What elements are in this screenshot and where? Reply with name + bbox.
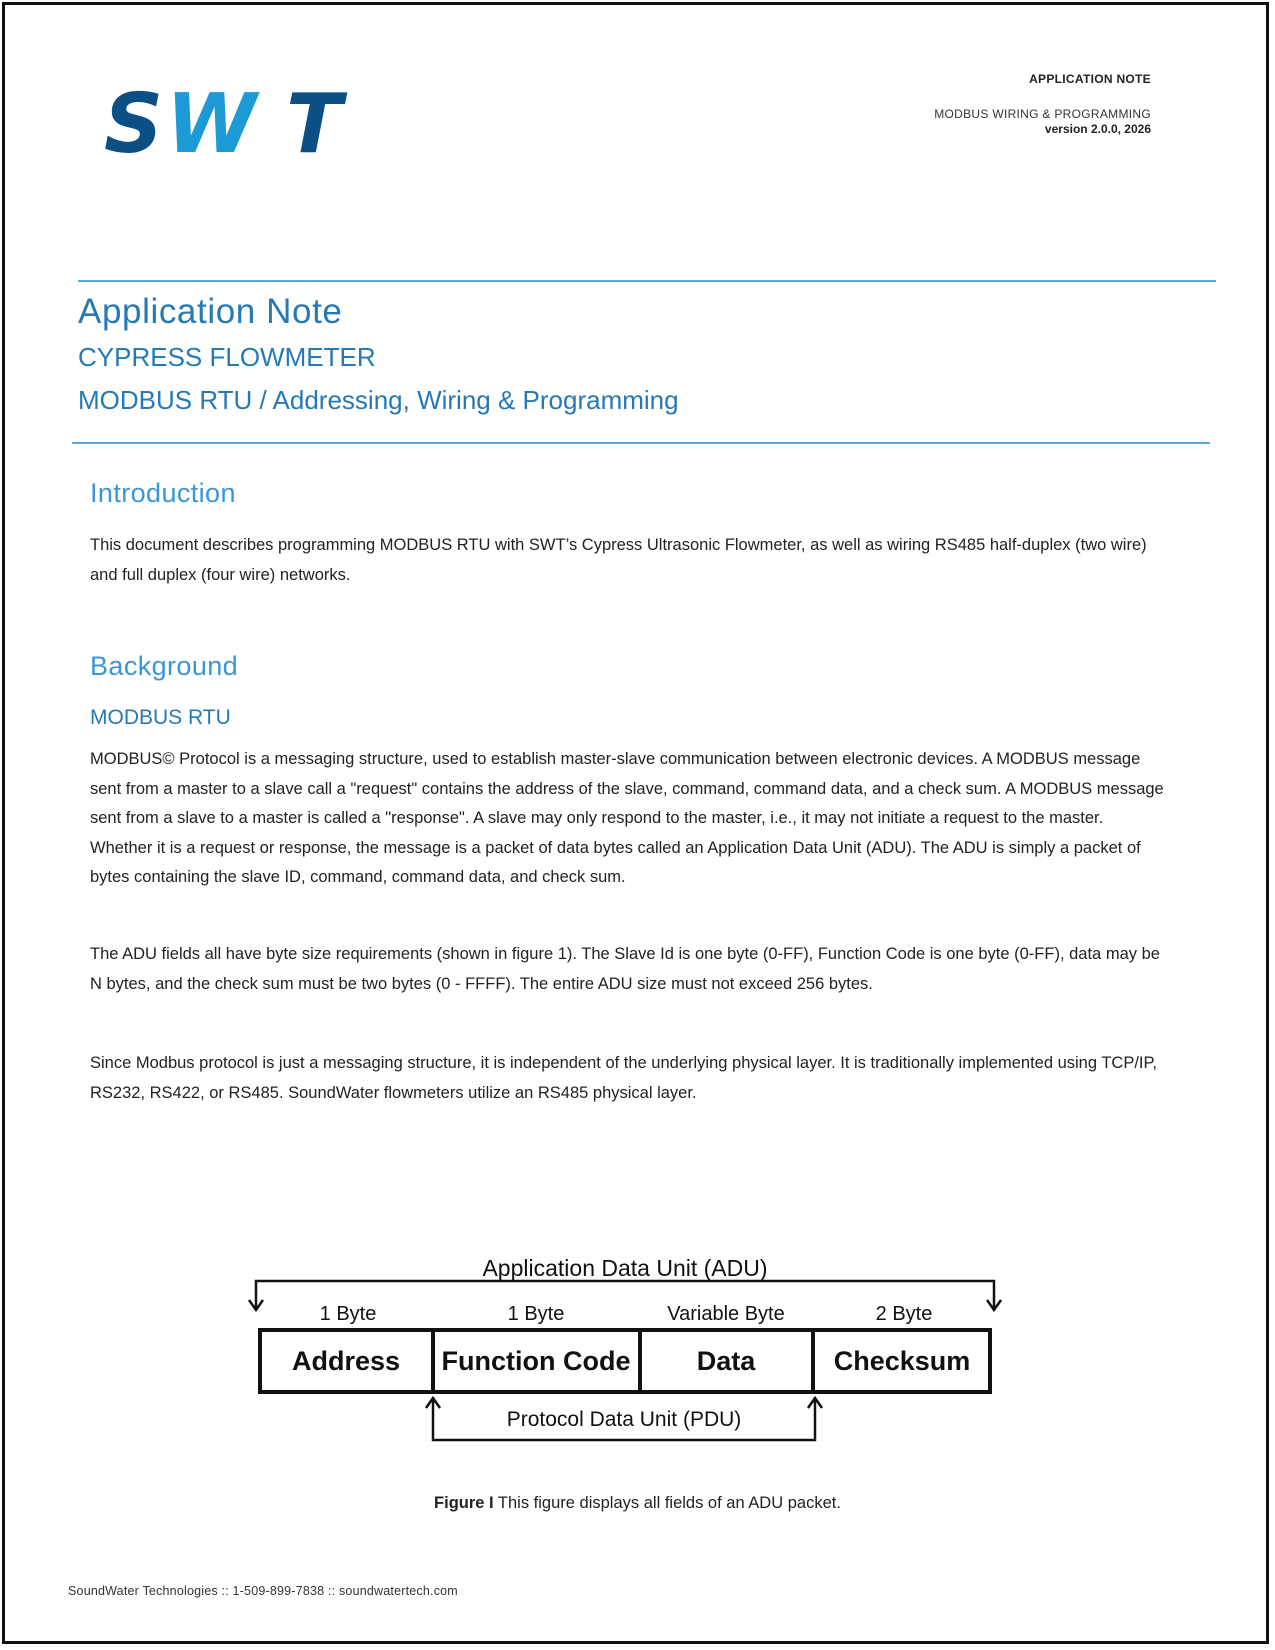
- title-bottom-rule: [72, 442, 1210, 444]
- adu-diagram: [240, 1240, 1010, 1460]
- title-block: [78, 290, 679, 417]
- field-size-checksum: 2 Byte: [875, 1303, 933, 1325]
- introduction-heading: Introduction: [90, 478, 236, 508]
- logo-text-t: T: [286, 88, 342, 158]
- logo-text-s: S: [104, 88, 160, 158]
- background-paragraph-1: MODBUS© Protocol is a messaging structure, used to establish master-slave communication between electronic devices. A MODBUS message sent from a master to a slave call a "request" contains the address of the slave, command, command data, and a check sum. A MODBUS message sent from a slave to a master is called a "response". A slave may only respond to the master, i.e., it may not initiate a request to the master. Whether it is a request or response, the message is a packet of data bytes called an Application Data Unit (ADU). The ADU is simply a packet of bytes containing the slave ID, command, command data, and check sum.: [90, 750, 1164, 886]
- header-version: version 2.0.0, 2026: [1044, 122, 1151, 136]
- product-title: CYPRESS FLOWMETER: [78, 342, 376, 372]
- introduction-paragraph: This document describes programming MODBUS RTU with SWT’s Cypress Ultrasonic Flowmeter, as well as wiring RS485 half-duplex (two wire) and full duplex (four wire) networks.: [90, 536, 1147, 584]
- title-top-rule: [78, 280, 1216, 282]
- figure-caption-text: This figure displays all fields of an ADU packet.: [493, 1494, 841, 1512]
- field-checksum: Checksum: [833, 1346, 971, 1376]
- page-footer: SoundWater Technologies :: 1-509-899-7838 :: soundwatertech.com: [68, 1584, 458, 1598]
- field-size-function-code: 1 Byte: [507, 1303, 565, 1325]
- document-header: [934, 72, 1151, 136]
- figure-caption: [0, 1494, 1275, 1513]
- header-label: APPLICATION NOTE: [1029, 72, 1151, 86]
- field-address: Address: [291, 1346, 401, 1376]
- logo-text-w: W: [166, 88, 251, 158]
- adu-label: Application Data Unit (ADU): [482, 1255, 768, 1281]
- pdu-label: Protocol Data Unit (PDU): [506, 1408, 742, 1431]
- background-paragraph-2: The ADU fields all have byte size requirements (shown in figure 1). The Slave Id is one byte (0-FF), Function Code is one byte (0-FF), data may be N bytes, and the check sum must be two bytes (0 - FFFF). The entire ADU size must not exceed 256 bytes.: [90, 945, 1160, 993]
- figure-caption-label: Figure I: [434, 1494, 494, 1512]
- modbus-rtu-subheading: MODBUS RTU: [90, 706, 231, 729]
- header-subject: MODBUS WIRING & PROGRAMMING: [934, 107, 1151, 121]
- page-title: Application Note: [78, 292, 343, 331]
- field-size-address: 1 Byte: [319, 1303, 377, 1325]
- field-data: Data: [696, 1346, 756, 1376]
- field-size-data: Variable Byte: [667, 1303, 785, 1325]
- swt-logo: [104, 88, 380, 158]
- background-heading: Background: [90, 651, 239, 681]
- topic-title: MODBUS RTU / Addressing, Wiring & Programming: [78, 385, 679, 415]
- background-paragraph-3: Since Modbus protocol is just a messaging structure, it is independent of the underlying physical layer. It is traditionally implemented using TCP/IP, RS232, RS422, or RS485. SoundWater flowmeters utilize an RS485 physical layer.: [90, 1054, 1157, 1102]
- field-function-code: Function Code: [441, 1346, 631, 1376]
